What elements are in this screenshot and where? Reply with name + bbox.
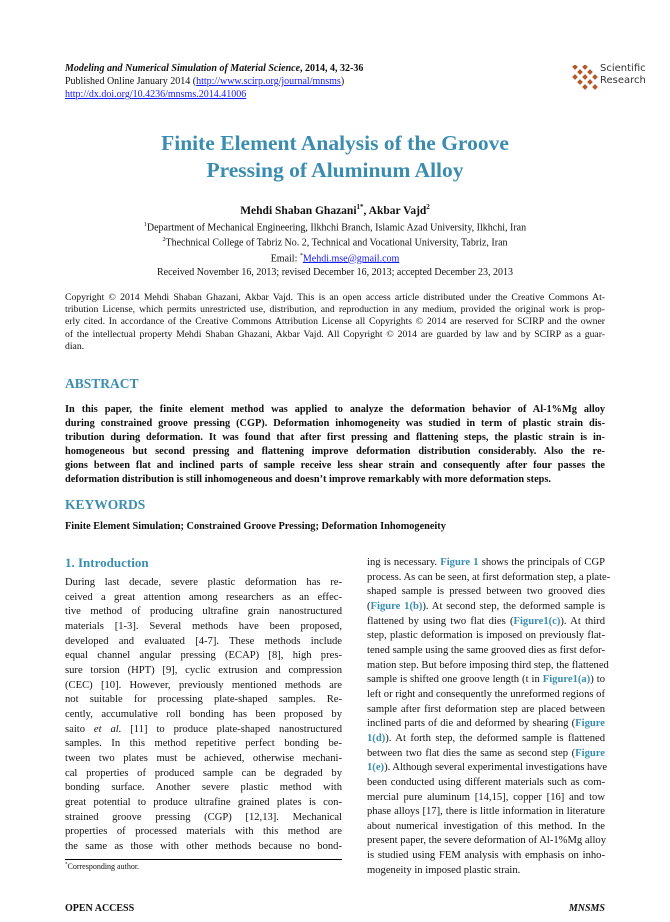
- abstract-line: tribution during deformation. It was found that after first pressing and flattening steps, the plastic strain is in-: [65, 432, 605, 443]
- figure-reference-link[interactable]: Figure: [575, 747, 605, 759]
- email-sup: *: [299, 252, 303, 259]
- intro-line: mercial pure aluminum [14,15], copper [16] and tow: [367, 791, 605, 803]
- intro-line: strained groove pressing (CGP) [12,13]. Mechanical: [65, 811, 342, 823]
- intro-line: ing is necessary. Figure 1 shows the principals of CGP: [367, 557, 605, 568]
- logo-square: [592, 74, 598, 80]
- author-1-sup: 1*: [356, 203, 364, 211]
- logo-square: [577, 69, 583, 75]
- figure-reference-link[interactable]: Figure: [575, 718, 605, 730]
- abstract-heading: ABSTRACT: [65, 376, 139, 391]
- doi-link[interactable]: http://dx.doi.org/10.4236/mnsms.2014.41006: [65, 89, 247, 100]
- footer-journal-abbrev: MNSMS: [568, 903, 605, 914]
- journal-name: Modeling and Numerical Simulation of Material Science: [65, 63, 301, 74]
- intro-line: cently, accumulative roll bonding has been proposed by: [65, 708, 342, 720]
- intro-line: phase alloys [17], there is little information in literature: [367, 806, 605, 818]
- intro-line: mation step. But before imposing third step, the flattened: [367, 659, 609, 671]
- copyright-line: erly cited. In accordance of the Creative Commons Attribution License all Copyrights © 2014 are reserved for SCIRP and the owner: [65, 316, 605, 328]
- figure-reference-link[interactable]: Figure 1: [440, 557, 479, 568]
- aff2-sup: 2: [162, 237, 166, 244]
- logo-line1: Scientific: [600, 63, 646, 74]
- abstract-line: gions between flat and inclined parts of sample receive less shear strain and consequently after four passes the: [65, 460, 605, 471]
- intro-line: tened sample using the same grooved dies as first defor-: [367, 644, 605, 656]
- intro-line: saito et al. [11] to produce plate-shaped nanostructured: [65, 723, 343, 735]
- intro-line: ceived a great attention among researchers as an effec-: [65, 591, 342, 603]
- footnote-text: Corresponding author.: [67, 862, 140, 871]
- intro-line: is studied using FEM analysis with emphasis on inho-: [367, 850, 605, 862]
- intro-line: sample is shifted one groove length (t in Figure1(a)) to: [367, 674, 605, 686]
- title-line1: Finite Element Analysis of the Groove: [161, 131, 509, 155]
- introduction-heading: 1. Introduction: [65, 555, 149, 570]
- email-link[interactable]: Mehdi.mse@gmail.com: [302, 252, 400, 264]
- figure-reference-link[interactable]: Figure1(c): [513, 615, 561, 627]
- intro-left-column: [65, 576, 342, 854]
- journal-header: [65, 62, 363, 101]
- intro-line: developed and evaluated [4-7]. These methods include: [65, 635, 342, 647]
- keywords-heading: KEYWORDS: [65, 497, 146, 512]
- logo-square: [572, 65, 578, 70]
- intro-line: 1(d)). At forth step, the deformed sample is flattened: [367, 732, 605, 744]
- title-line2: Pressing of Aluminum Alloy: [206, 158, 464, 182]
- intro-line: about numerical investigation of this method. In the: [367, 820, 605, 832]
- paper-title: [65, 130, 605, 184]
- figure-reference-link[interactable]: Figure1(a): [542, 674, 591, 686]
- logo-square: [572, 74, 578, 80]
- logo-square: [592, 84, 598, 90]
- keywords-text: Finite Element Simulation; Constrained Groove Pressing; Deformation Inhomogeneity: [65, 521, 446, 532]
- figure-reference-link[interactable]: Figure 1(b): [370, 600, 423, 612]
- intro-line: cal properties of produced sample can be degraded by: [65, 767, 342, 779]
- footnote: [65, 862, 139, 871]
- intro-line: present paper, the severe deformation of Al-1%Mg alloy: [367, 835, 607, 847]
- logo-square: [582, 74, 588, 80]
- affiliation-2: Thechnical College of Tabriz No. 2, Technical and Vocational University, Tabriz, Iran: [165, 237, 508, 249]
- email-label: Email:: [270, 252, 300, 264]
- intro-line: tive method of producing ultrafine grain nanostructured: [65, 606, 342, 618]
- abstract-line: In this paper, the finite element method was applied to analyze the deformation behavior of Al-1%Mg alloy: [65, 404, 605, 415]
- intro-line: been conducted using different materials such as com-: [367, 776, 605, 788]
- logo-square: [587, 79, 593, 85]
- footnote-divider: [65, 859, 342, 860]
- abstract-line: during constrained groove pressing (CGP). Deformation inhomogeneity was studied in term of plastic strain dis-: [65, 418, 605, 429]
- author-1: Mehdi Shaban Ghazani: [240, 204, 357, 217]
- intro-line: left or right and consequently the unreformed regions of: [367, 688, 605, 700]
- published-end: ): [340, 76, 345, 87]
- intro-line: process. As can be seen, at first deformation step, a plate-: [367, 571, 611, 583]
- intro-line: shaped sample is pressed between two grooved dies: [367, 586, 605, 598]
- intro-line: inclined parts of die and deformed by shearing (Figure: [367, 718, 605, 730]
- author-sep: ,: [363, 204, 369, 217]
- aff1-sup: 1: [143, 222, 147, 228]
- intro-line: not suitable for processing plate-shaped samples. Re-: [65, 694, 342, 706]
- intro-line: tween two plates must be achieved, otherwise mechani-: [65, 752, 342, 764]
- intro-line: between two flat dies the same as second step (Figure: [367, 747, 605, 759]
- intro-line: During last decade, severe plastic deformation has re-: [65, 577, 342, 588]
- intro-line: (Figure 1(b)). At second step, the deformed sample is: [367, 600, 605, 612]
- copyright-line: tribution License, which permits unrestricted use, distribution, and reproduction in any medium, provided the original work is prop-: [65, 304, 605, 316]
- logo-square: [577, 79, 583, 85]
- abstract-text: [65, 403, 605, 487]
- intro-line: great potential to produce ultrafine grained plates is con-: [65, 796, 342, 808]
- logo-square: [582, 65, 588, 70]
- copyright-line: dian.: [65, 340, 85, 352]
- intro-line: 1(e)). Although several experimental investigations have: [367, 762, 608, 774]
- footer-open-access: OPEN ACCESS: [65, 903, 135, 914]
- logo-line2: Research: [600, 75, 646, 86]
- intro-line: mogeneity in imposed plastic strain.: [367, 864, 521, 876]
- intro-line: bonding surface. Another severe plastic method with: [65, 782, 342, 794]
- affiliations: [65, 219, 605, 265]
- abstract-line: homogeneous but second pressing and flattening improve deformation distribution considerably. Also the re-: [65, 446, 605, 457]
- authors: [65, 203, 605, 217]
- copyright-line: Copyright © 2014 Mehdi Shaban Ghazani, Akbar Vajd. This is an open access article distributed under the Creative Commons At-: [65, 292, 605, 303]
- journal-info: , 2014, 4, 32-36: [300, 63, 364, 74]
- copyright-line: of the intellectual property Mehdi Shaban Ghazani, Akbar Vajd. All Copyright © 2014 are guarded by law and by SCIRP as a guar-: [65, 328, 605, 340]
- published-text: Published Online January 2014 (: [65, 76, 197, 87]
- footnote-sup: *: [65, 862, 68, 868]
- logo-square: [582, 84, 588, 90]
- intro-line: sample after first deformation step are placed between: [367, 703, 605, 715]
- intro-line: the same as those with other methods because no bond-: [65, 840, 342, 852]
- logo-square: [587, 69, 593, 75]
- intro-line: (CEC) [10]. However, previously mentioned methods are: [65, 679, 342, 691]
- intro-line: sure torsion (HPT) [9], cyclic extrusion and compression: [65, 664, 342, 676]
- affiliation-1: Department of Mechanical Engineering, Ilkhchi Branch, Islamic Azad University, Ilkhchi, Iran: [146, 222, 527, 234]
- received-dates: Received November 16, 2013; revised December 16, 2013; accepted December 23, 2013: [157, 267, 513, 278]
- scientific-research-logo: [572, 63, 662, 93]
- journal-url-link[interactable]: http://www.scirp.org/journal/mnsms: [196, 76, 341, 87]
- intro-right-column: [367, 556, 611, 878]
- abstract-line: deformation distribution is still inhomogeneous and doesn’t improve remarkably with more deformation steps.: [65, 474, 551, 485]
- italic-text: et al.: [93, 723, 122, 735]
- author-2-sup: 2: [426, 203, 430, 211]
- copyright-notice: [65, 292, 605, 353]
- intro-line: flattened by using two flat dies (Figure1(c)). At third: [367, 615, 605, 627]
- intro-line: samples. In this method repetitive perfect bonding be-: [65, 738, 342, 750]
- figure-reference-link[interactable]: 1(d): [367, 732, 386, 744]
- intro-line: materials [1-3]. Several methods have been proposed,: [65, 620, 342, 632]
- intro-line: step, plastic deformation is imposed on previously flat-: [367, 630, 605, 642]
- figure-reference-link[interactable]: 1(e): [367, 762, 385, 774]
- intro-line: properties of processed materials with this method are: [65, 826, 342, 838]
- logo-diamond-icon: [572, 65, 600, 91]
- author-2: Akbar Vajd: [368, 204, 427, 217]
- intro-line: equal channel angular pressing (ECAP) [8], high pres-: [65, 650, 342, 662]
